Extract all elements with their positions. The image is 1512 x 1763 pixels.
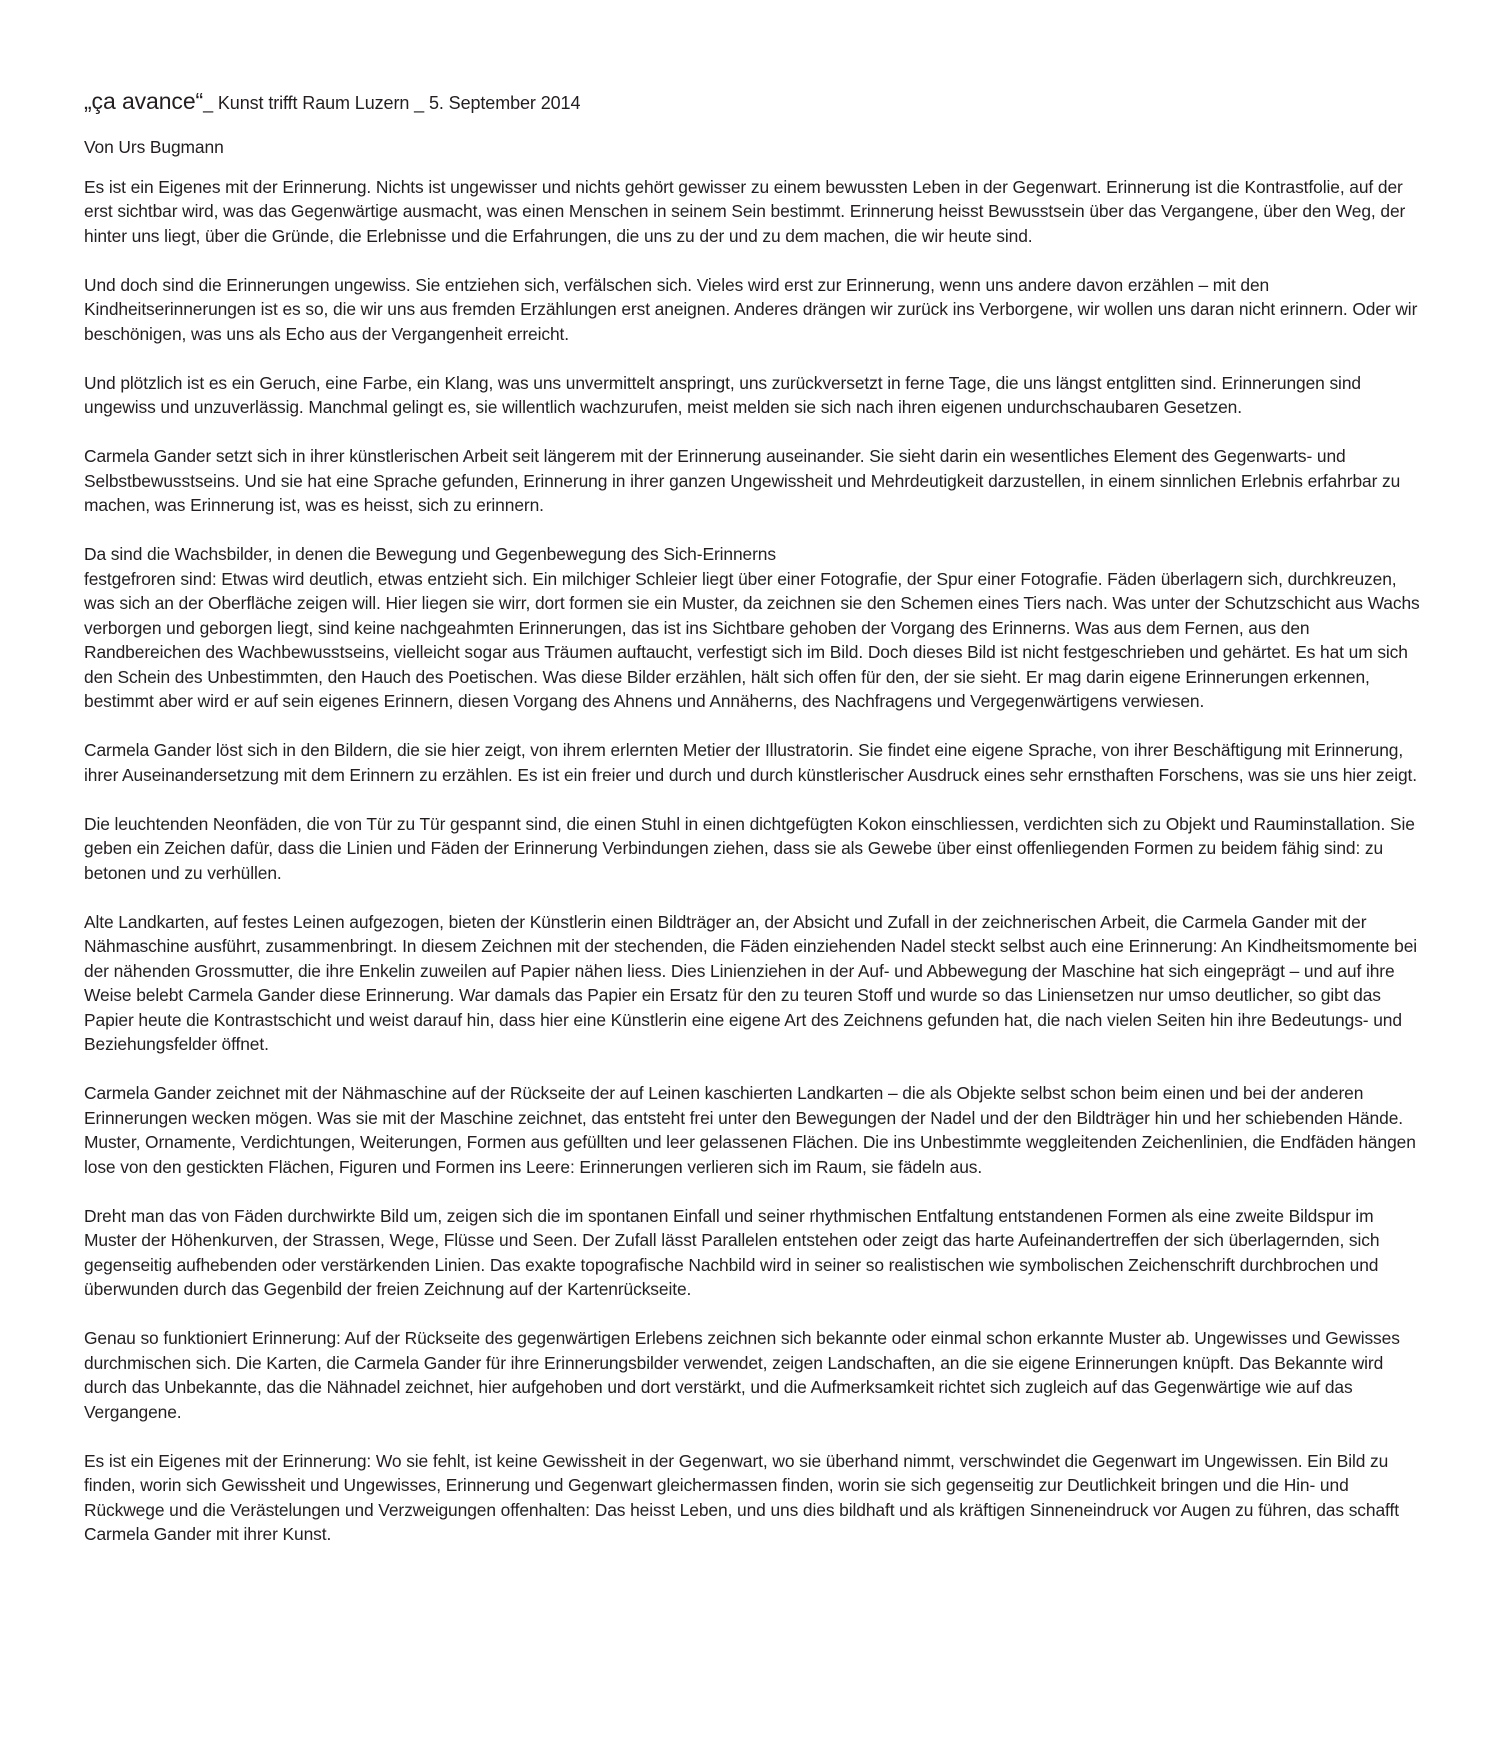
paragraph-8: Alte Landkarten, auf festes Leinen aufgezogen, bieten der Künstlerin einen Bildträger an, der Absicht und Zufall in der zeichnerischen Arbeit, die Carmela Gander mit der Nähmaschine ausführt, zusammenbringt. In diesem Zeichnen mit der stechenden, die Fäden einziehenden Nadel steckt selbst auch eine Erinnerung: An Kindheitsmomente bei der nähenden Grossmutter, die ihre Enkelin zuweilen auf Papier nähen liess. Dies Linienziehen in der Auf- und Abbewegung der Maschine hat sich eingeprägt – und auf ihre Weise belebt Carmela Gander diese Erinnerung. War damals das Papier ein Ersatz für den zu teuren Stoff und wurde so das Liniensetzen nur umso deutlicher, so gibt das Papier heute die Kontrastschicht und weist darauf hin, dass hier eine Künstlerin eine eigene Art des Zeichnens gefunden hat, die nach vielen Seiten hin ihre Bedeutungs- und Beziehungsfelder öffnet. [84, 911, 1418, 1054]
paragraph-6: Carmela Gander löst sich in den Bildern, die sie hier zeigt, von ihrem erlernten Metier der Illustratorin. Sie findet eine eigene Sprache, von ihrer Beschäftigung mit Erinnerung, ihrer Auseinandersetzung mit dem Erinnern zu erzählen. Es ist ein freier und durch und durch künstlerischer Ausdruck eines sehr ernsthaften Forschens, was sie uns hier zeigt. [84, 740, 1417, 785]
paragraph-10: Dreht man das von Fäden durchwirkte Bild um, zeigen sich die im spontanen Einfall und seiner rhythmischen Entfaltung entstandenen Formen als eine zweite Bildspur im Muster der Höhenkurven, der Strassen, Wege, Flüsse und Seen. Der Zufall lässt Parallelen entstehen oder zeigt das harte Aufeinandertreffen der sich überlagernden, sich gegenseitig aufhebenden oder verstärkenden Linien. Das exakte topografische Nachbild wird in seiner so realistischen wie symbolischen Zeichenschrift durchbrochen und überwunden durch das Gegenbild der freien Zeichnung auf der Kartenrückseite. [84, 1205, 1380, 1299]
document-page [84, 84, 1424, 1571]
paragraph-12: Es ist ein Eigenes mit der Erinnerung: Wo sie fehlt, ist keine Gewissheit in der Gegenwart, wo sie überhand nimmt, verschwindet die Gegenwart im Ungewissen. Ein Bild zu finden, worin sich Gewissheit und Ungewisses, Erinnerung und Gegenwart gleichermassen finden, worin sie sich gegenseitig zur Deutlichkeit bringen und die Hin- und Rückwege und die Verästelungen und Verzweigungen offenhalten: Das heisst Leben, und uns dies bildhaft und als kräftigen Sinneneindruck vor Augen zu führen, das schafft Carmela Gander mit ihrer Kunst. [84, 1450, 1399, 1544]
paragraph-5-rest: festgefroren sind: Etwas wird deutlich, etwas entzieht sich. Ein milchiger Schleier liegt über einer Fotografie, der Spur einer Fotografie. Fäden überlagern sich, durchkreuzen, was sich an der Oberfläche zeigen will. Hier liegen sie wirr, dort formen sie ein Muster, da zeichnen sie den Schemen eines Tiers nach. Was unter der Schutzschicht aus Wachs verborgen und geborgen liegt, sind keine nachgeahmten Erinnerungen, das ist ins Sichtbare gehoben der Vorgang des Erinnerns. Was aus dem Fernen, aus den Randbereichen des Wachbewusstseins, vielleicht sogar aus Träumen auftaucht, verfestigt sich im Bild. Doch dieses Bild ist nicht festgeschrieben und gehärtet. Es hat um sich den Schein des Unbestimmten, den Hauch des Poetischen. Was diese Bilder erzählen, hält sich offen für den, der sie sieht. Er mag darin eigene Erinnerungen erkennen, bestimmt aber wird er auf sein eigenes Erinnern, diesen Vorgang des Ahnens und Annäherns, des Nachfragens und Vergegenwärtigens verwiesen. [84, 568, 1420, 711]
event-subtitle: _ Kunst trifft Raum Luzern _ 5. September 2014 [203, 93, 581, 113]
paragraph-5-first-line: Da sind die Wachsbilder, in denen die Bewegung und Gegenbewegung des Sich-Erinnerns [84, 544, 776, 564]
author-line: Von Urs Bugmann [84, 137, 224, 157]
paragraph-11: Genau so funktioniert Erinnerung: Auf der Rückseite des gegenwärtigen Erlebens zeichnen sich bekannte oder einmal schon erkannte Muster ab. Ungewisses und Gewisses durchmischen sich. Die Karten, die Carmela Gander für ihre Erinnerungsbilder verwendet, zeigen Landschaften, an die sie eigene Erinnerungen knüpft. Das Bekannte wird durch das Unbekannte, das die Nähnadel zeichnet, hier aufgehoben und dort verstärkt, und die Aufmerksamkeit richtet sich zugleich auf das Gegenwärtige wie auf das Vergangene. [84, 1328, 1400, 1422]
paragraph-1: Es ist ein Eigenes mit der Erinnerung. Nichts ist ungewisser und nichts gehört gewisser zu einem bewussten Leben in der Gegenwart. Erinnerung ist die Kontrastfolie, auf der erst sichtbar wird, was das Gegenwärtige ausmacht, was einen Menschen in seinem Sein bestimmt. Erinnerung heisst Bewusstsein über das Vergangene, über den Weg, der hinter uns liegt, über die Gründe, die Erlebnisse und die Erfahrungen, die uns zu der und zu dem machen, die wir heute sind. [84, 176, 1406, 246]
paragraph-3: Und plötzlich ist es ein Geruch, eine Farbe, ein Klang, was uns unvermittelt anspringt, uns zurückversetzt in ferne Tage, die uns längst entglitten sind. Erinnerungen sind ungewiss und unzuverlässig. Manchmal gelingt es, sie willentlich wachzurufen, meist melden sie sich nach ihren eigenen undurchschaubaren Gesetzen. [84, 372, 1361, 417]
paragraph-7: Die leuchtenden Neonfäden, die von Tür zu Tür gespannt sind, die einen Stuhl in einen dichtgefügten Kokon einschliessen, verdichten sich zu Objekt und Rauminstallation. Sie geben ein Zeichen dafür, dass die Linien und Fäden der Erinnerung Verbindungen ziehen, dass sie als Gewebe über einst offenliegenden Formen zu beidem fähig sind: zu betonen und zu verhüllen. [84, 813, 1415, 883]
document-title [84, 84, 1424, 120]
exhibition-title: „ça avance“ [84, 88, 204, 114]
paragraph-5 [84, 542, 1424, 714]
paragraph-4: Carmela Gander setzt sich in ihrer künstlerischen Arbeit seit längerem mit der Erinnerung auseinander. Sie sieht darin ein wesentliches Element des Gegenwarts- und Selbstbewusstseins. Und sie hat eine Sprache gefunden, Erinnerung in ihrer ganzen Ungewissheit und Mehrdeutigkeit darzustellen, in einem sinnlichen Erlebnis erfahrbar zu machen, was Erinnerung ist, was es heisst, sich zu erinnern. [84, 446, 1401, 515]
paragraph-2: Und doch sind die Erinnerungen ungewiss. Sie entziehen sich, verfälschen sich. Vieles wird erst zur Erinnerung, wenn uns andere davon erzählen – mit den Kindheitserinnerungen ist es so, die wir uns aus fremden Erzählungen erst aneignen. Anderes drängen wir zurück ins Verborgene, wir wollen uns daran nicht erinnern. Oder wir beschönigen, was uns als Echo aus der Vergangenheit erreicht. [84, 274, 1418, 344]
paragraph-9: Carmela Gander zeichnet mit der Nähmaschine auf der Rückseite der auf Leinen kaschierten Landkarten – die als Objekte selbst schon beim einen und bei der anderen Erinnerungen wecken mögen. Was sie mit der Maschine zeichnet, das entsteht frei unter den Bewegungen der Nadel und der den Bildträger hin und her schiebenden Hände. Muster, Ornamente, Verdichtungen, Weiterungen, Formen aus gefüllten und leer gelassenen Flächen. Die ins Unbestimmte weggleitenden Zeichenlinien, die Endfäden hängen lose von den gestickten Flächen, Figuren und Formen ins Leere: Erinnerungen verlieren sich im Raum, sie fädeln aus. [84, 1083, 1416, 1177]
